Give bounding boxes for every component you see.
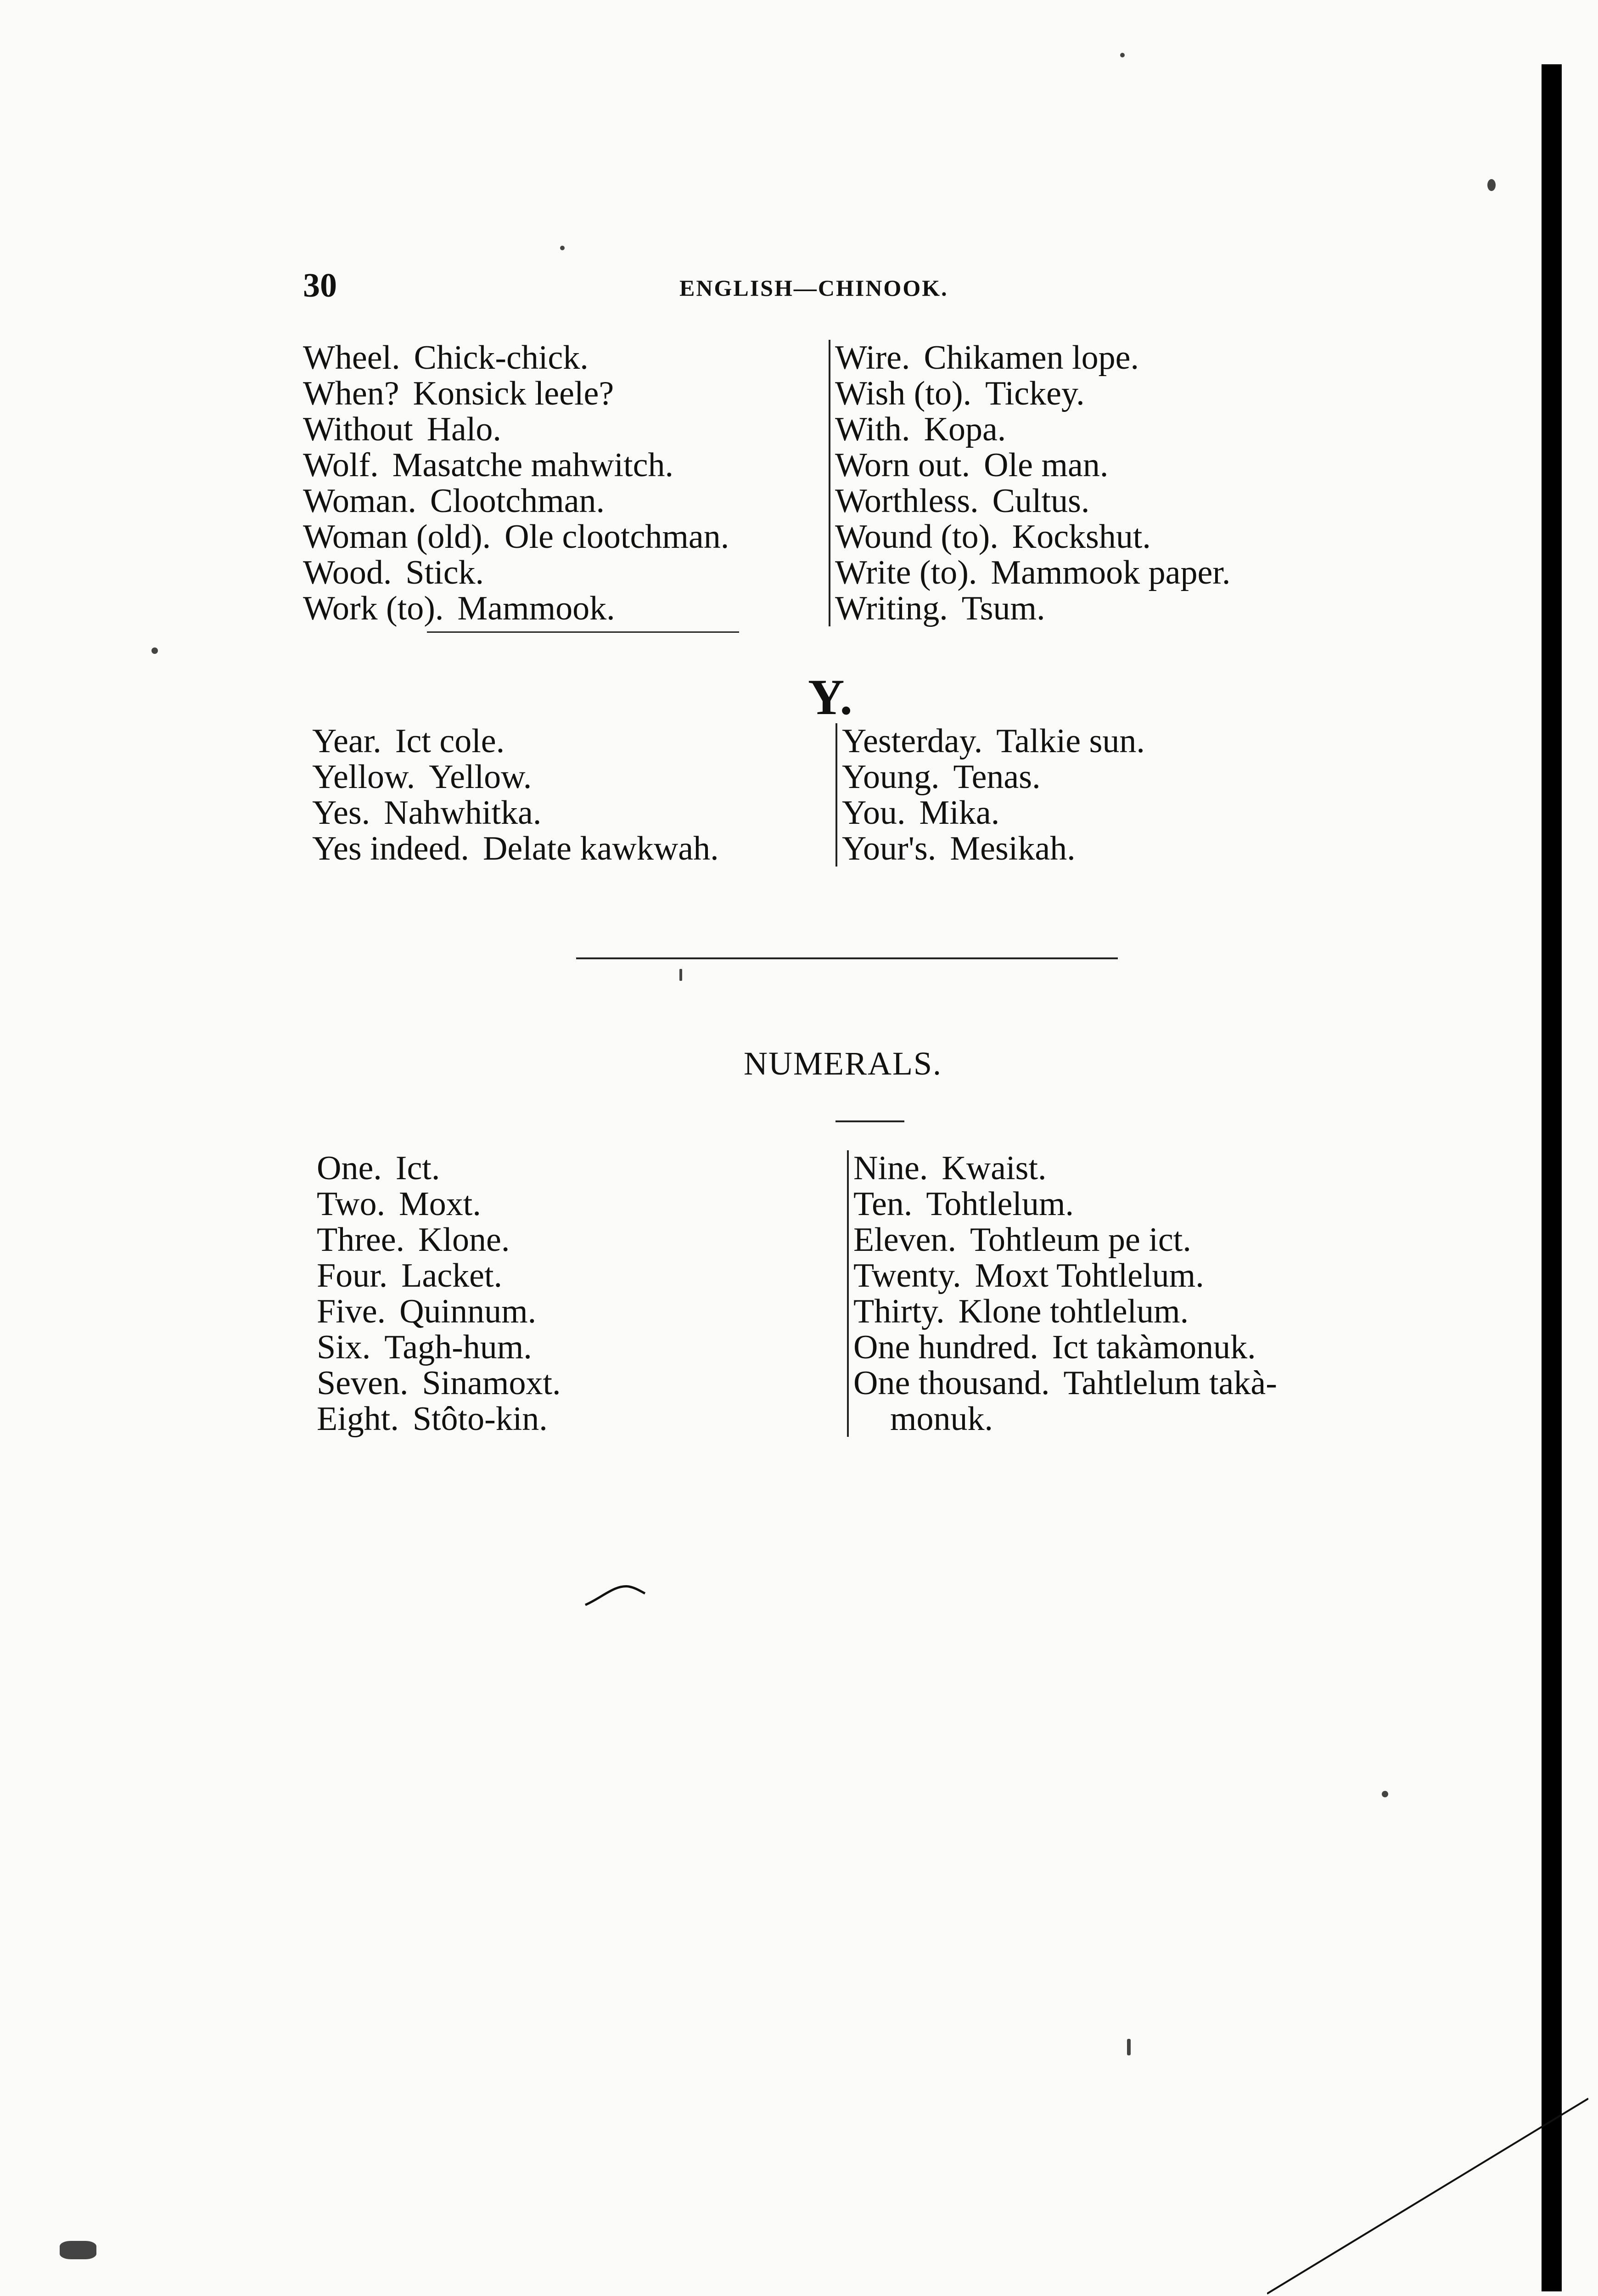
list-item: You. Mika. <box>842 794 1000 832</box>
list-item: Yes. Nahwhitka. <box>312 794 542 832</box>
list-item: Wheel. Chick-chick. <box>303 339 589 377</box>
list-item: Young. Tenas. <box>842 758 1041 796</box>
list-item: One hundred. Ict takàmonuk. <box>853 1328 1256 1366</box>
scan-speck <box>1382 1791 1388 1797</box>
numerals-right-column <box>847 1150 1277 1437</box>
y-left-column <box>312 723 719 867</box>
list-item: Without Halo. <box>303 411 501 448</box>
page-edge-bar <box>1542 64 1562 2291</box>
list-item: Writing. Tsum. <box>835 590 1045 627</box>
list-item: Worn out. Ole man. <box>835 446 1109 484</box>
list-item: Wound (to). Kockshut. <box>835 518 1151 556</box>
page-number: 30 <box>303 267 337 304</box>
section-divider <box>576 957 1118 959</box>
list-item: Six. Tagh-hum. <box>317 1328 532 1366</box>
list-item: Worthless. Cultus. <box>835 482 1090 520</box>
list-item: With. Kopa. <box>835 411 1006 448</box>
section-letter-heading: Y. <box>808 669 852 725</box>
list-item: Work (to). Mammook. <box>303 590 615 627</box>
list-item: Year. Ict cole. <box>312 722 505 760</box>
list-item: Three. Klone. <box>317 1221 510 1259</box>
ink-mark <box>583 1580 647 1612</box>
scan-speck <box>151 647 158 654</box>
y-right-column <box>835 723 1145 867</box>
list-item: Eight. Stôto-kin. <box>317 1400 548 1438</box>
list-item: Yes indeed. Delate kawkwah. <box>312 830 719 867</box>
scan-speck <box>679 969 682 981</box>
scan-speck <box>560 246 565 250</box>
w-left-column <box>303 340 729 626</box>
list-item: Seven. Sinamoxt. <box>317 1364 561 1402</box>
list-item: Wood. Stick. <box>303 554 484 591</box>
running-title: ENGLISH—CHINOOK. <box>679 275 948 301</box>
list-item: Eleven. Tohtleum pe ict. <box>853 1221 1191 1259</box>
scan-speck <box>60 2241 96 2259</box>
list-item: Five. Quinnum. <box>317 1293 537 1330</box>
list-item: When? Konsick leele? <box>303 375 614 412</box>
w-right-column <box>829 340 1230 626</box>
scan-speck <box>1487 179 1496 191</box>
list-item: Thirty. Klone tohtlelum. <box>853 1293 1189 1330</box>
list-item: Woman (old). Ole clootchman. <box>303 518 729 556</box>
scan-speck <box>1120 53 1125 57</box>
list-item: Write (to). Mammook paper. <box>835 554 1231 591</box>
list-item: Wire. Chikamen lope. <box>835 339 1139 377</box>
list-item: Four. Lacket. <box>317 1257 503 1294</box>
heading-underline <box>835 1120 904 1122</box>
numerals-left-column <box>317 1150 561 1437</box>
numerals-heading: NUMERALS. <box>744 1045 942 1082</box>
list-item: Ten. Tohtlelum. <box>853 1185 1074 1223</box>
section-underline <box>427 631 739 633</box>
scan-speck <box>1127 2039 1131 2055</box>
list-item: One. Ict. <box>317 1149 440 1187</box>
list-item: Wolf. Masatche mahwitch. <box>303 446 673 484</box>
list-item: Two. Moxt. <box>317 1185 481 1223</box>
list-item: Woman. Clootchman. <box>303 482 605 520</box>
list-item: Nine. Kwaist. <box>853 1149 1047 1187</box>
list-item: Yellow. Yellow. <box>312 758 532 796</box>
scan-stray-line <box>1267 2085 1588 2296</box>
list-item: Wish (to). Tickey. <box>835 375 1085 412</box>
list-item: One thousand. Tahtlelum takà- monuk. <box>853 1364 1277 1438</box>
list-item: Yesterday. Talkie sun. <box>842 722 1145 760</box>
list-item: Twenty. Moxt Tohtlelum. <box>853 1257 1204 1294</box>
list-item: Your's. Mesikah. <box>842 830 1076 867</box>
page-header <box>303 266 1340 308</box>
